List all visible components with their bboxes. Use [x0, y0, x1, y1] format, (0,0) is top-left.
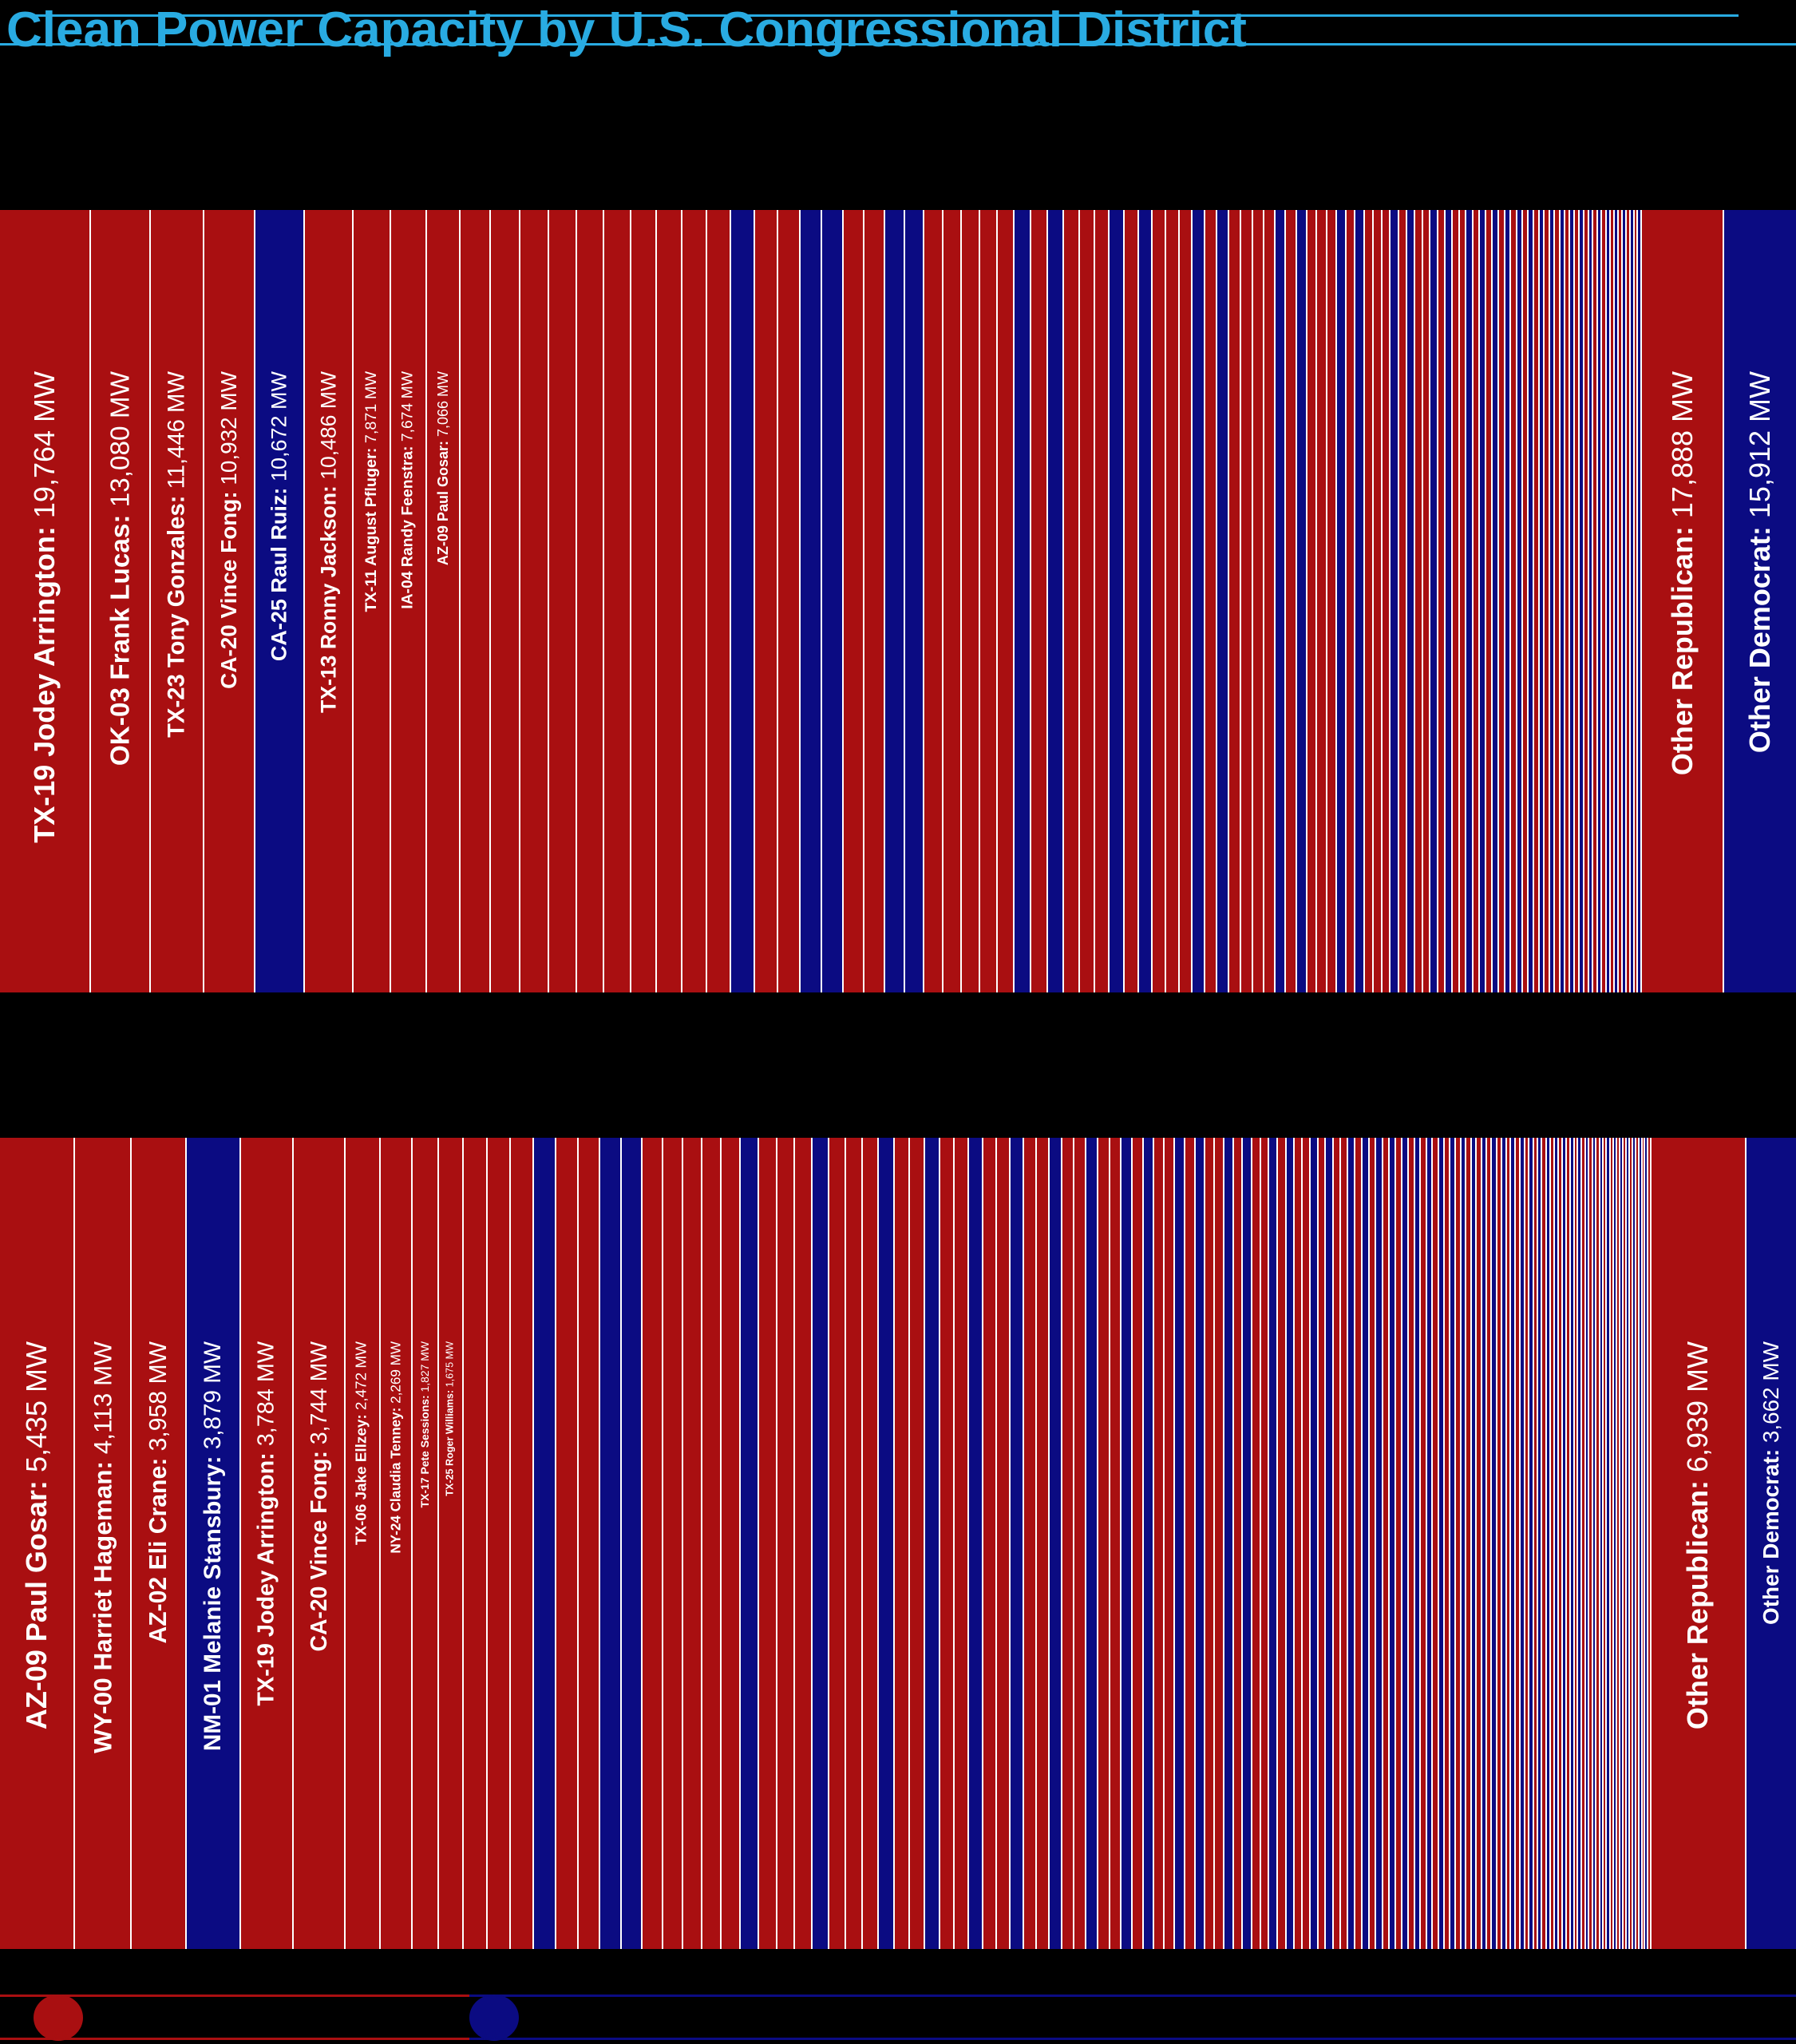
district-bar-labeled[interactable]: [204, 210, 254, 992]
district-bar[interactable]: [1505, 210, 1510, 992]
district-bar-labeled[interactable]: [241, 1138, 292, 1949]
district-bar[interactable]: [1596, 1138, 1598, 1949]
district-bar[interactable]: [1139, 210, 1151, 992]
district-bar[interactable]: [864, 210, 884, 992]
district-bar[interactable]: [1584, 210, 1588, 992]
district-bar[interactable]: [1534, 210, 1538, 992]
district-bar[interactable]: [1261, 1138, 1268, 1949]
district-bar[interactable]: [1482, 1138, 1485, 1949]
district-bar[interactable]: [1430, 210, 1436, 992]
bar-label: CA-20 Vince Fong: 10,932 MW: [216, 371, 242, 689]
district-bar[interactable]: [1243, 1138, 1250, 1949]
district-bar[interactable]: [1276, 210, 1285, 992]
district-bar[interactable]: [604, 210, 629, 992]
district-bar[interactable]: [1287, 1138, 1293, 1949]
district-bar[interactable]: [1122, 1138, 1131, 1949]
district-bar[interactable]: [1600, 1138, 1602, 1949]
district-bar[interactable]: [998, 210, 1014, 992]
bar-label: NY-24 Claudia Tenney: 2,269 MW: [388, 1341, 404, 1554]
district-bar[interactable]: [1205, 210, 1216, 992]
district-bar[interactable]: [1438, 210, 1444, 992]
district-bar[interactable]: [1215, 1138, 1223, 1949]
district-bar[interactable]: [1363, 1138, 1368, 1949]
district-bar[interactable]: [1125, 210, 1137, 992]
district-bar[interactable]: [600, 1138, 620, 1949]
district-bar[interactable]: [1347, 210, 1355, 992]
district-bar[interactable]: [1295, 1138, 1301, 1949]
democrat-district-dot-icon: [469, 1994, 519, 2041]
district-bar[interactable]: [1499, 210, 1504, 992]
district-bar[interactable]: [879, 1138, 893, 1949]
district-bar[interactable]: [520, 210, 548, 992]
district-bar[interactable]: [1110, 1138, 1120, 1949]
district-bar[interactable]: [1578, 1138, 1580, 1949]
district-bar[interactable]: [1456, 1138, 1460, 1949]
district-bar-labeled[interactable]: [132, 1138, 185, 1949]
district-bar[interactable]: [1037, 1138, 1048, 1949]
district-bar[interactable]: [1615, 210, 1617, 992]
district-bar[interactable]: [795, 1138, 811, 1949]
district-bar[interactable]: [1307, 210, 1316, 992]
district-bar[interactable]: [1474, 210, 1478, 992]
district-bar-labeled[interactable]: [75, 1138, 131, 1949]
district-bar[interactable]: [1402, 1138, 1407, 1949]
bar-label: Other Republican: 17,888 MW: [1665, 371, 1699, 776]
bar-label: TX-06 Jake Ellzey: 2,472 MW: [353, 1341, 370, 1546]
district-bar[interactable]: [1580, 210, 1583, 992]
district-bar[interactable]: [1241, 210, 1252, 992]
district-bar[interactable]: [1415, 210, 1422, 992]
district-bar[interactable]: [1024, 1138, 1035, 1949]
district-bar[interactable]: [925, 1138, 939, 1949]
district-bar[interactable]: [663, 1138, 682, 1949]
district-bar[interactable]: [955, 1138, 967, 1949]
district-bar[interactable]: [1511, 1138, 1514, 1949]
district-bar[interactable]: [1614, 1138, 1616, 1949]
district-bar[interactable]: [1631, 210, 1633, 992]
district-bar[interactable]: [1619, 210, 1621, 992]
district-bar[interactable]: [863, 1138, 877, 1949]
district-bar[interactable]: [1086, 1138, 1097, 1949]
district-bar[interactable]: [731, 210, 754, 992]
district-bar[interactable]: [1193, 210, 1204, 992]
bar-label: CA-20 Vince Fong: 3,744 MW: [306, 1341, 332, 1652]
district-bar[interactable]: [1278, 1138, 1285, 1949]
bar-label: TX-23 Tony Gonzales: 11,446 MW: [164, 371, 190, 738]
district-bar[interactable]: [1286, 210, 1295, 992]
district-bar[interactable]: [1185, 1138, 1194, 1949]
district-bar[interactable]: [1550, 210, 1553, 992]
district-bar[interactable]: [579, 1138, 599, 1949]
district-bar[interactable]: [1453, 210, 1458, 992]
district-bar[interactable]: [1031, 210, 1046, 992]
district-bar[interactable]: [905, 210, 923, 992]
district-bar[interactable]: [1297, 210, 1306, 992]
district-bar[interactable]: [741, 1138, 758, 1949]
district-bar[interactable]: [1399, 210, 1406, 992]
district-bar[interactable]: [755, 210, 777, 992]
district-bar[interactable]: [1633, 1138, 1635, 1949]
district-bar[interactable]: [829, 1138, 845, 1949]
district-bar[interactable]: [1423, 210, 1430, 992]
district-bar[interactable]: [1643, 1138, 1644, 1949]
district-bar[interactable]: [1427, 1138, 1431, 1949]
district-bar[interactable]: [1303, 1138, 1309, 1949]
district-bar[interactable]: [1529, 1138, 1532, 1949]
district-bar[interactable]: [1502, 1138, 1505, 1949]
district-bar-labeled[interactable]: [187, 1138, 239, 1949]
district-bar[interactable]: [895, 1138, 908, 1949]
district-bar[interactable]: [683, 1138, 702, 1949]
district-bar[interactable]: [1153, 210, 1165, 992]
district-bar[interactable]: [1407, 210, 1414, 992]
district-bar[interactable]: [1547, 1138, 1549, 1949]
district-bar[interactable]: [1623, 210, 1625, 992]
district-bar[interactable]: [1624, 1138, 1625, 1949]
district-bar[interactable]: [1166, 210, 1178, 992]
district-bar[interactable]: [1062, 1138, 1073, 1949]
district-bar[interactable]: [924, 210, 942, 992]
bar-label: TX-13 Ronny Jackson: 10,486 MW: [316, 371, 341, 713]
district-bar[interactable]: [1486, 210, 1491, 992]
bar-label: NM-01 Melanie Stansbury: 3,879 MW: [200, 1341, 227, 1752]
district-bar[interactable]: [1638, 210, 1640, 992]
district-bar[interactable]: [488, 1138, 509, 1949]
district-bar-labeled[interactable]: [346, 1138, 379, 1949]
district-bar[interactable]: [549, 210, 576, 992]
district-bar[interactable]: [822, 210, 842, 992]
district-bar[interactable]: [1098, 1138, 1109, 1949]
district-bar[interactable]: [1589, 210, 1592, 992]
district-bar[interactable]: [1611, 210, 1613, 992]
district-bar[interactable]: [1507, 1138, 1510, 1949]
district-bar[interactable]: [1229, 210, 1240, 992]
district-bar[interactable]: [1545, 210, 1549, 992]
district-bar[interactable]: [1376, 1138, 1381, 1949]
district-bar[interactable]: [1421, 1138, 1426, 1949]
district-bar[interactable]: [1525, 1138, 1529, 1949]
district-bar[interactable]: [1439, 1138, 1443, 1949]
republican-district-dot-icon: [34, 1994, 83, 2041]
legend-item-republican-district: [0, 1994, 469, 2040]
district-bar[interactable]: [962, 210, 979, 992]
district-bar-labeled[interactable]: [354, 210, 389, 992]
district-bar[interactable]: [643, 1138, 662, 1949]
bar-label: TX-19 Jodey Arrington: 3,784 MW: [253, 1341, 279, 1706]
district-bar[interactable]: [1391, 210, 1397, 992]
bar-label: WY-00 Harriet Hageman: 4,113 MW: [87, 1341, 117, 1753]
district-bar[interactable]: [1492, 1138, 1495, 1949]
district-bar[interactable]: [631, 210, 656, 992]
district-bar[interactable]: [707, 210, 730, 992]
district-bar[interactable]: [1205, 1138, 1213, 1949]
district-bar-labeled[interactable]: [413, 1138, 437, 1949]
bar-label: TX-17 Pete Sessions: 1,827 MW: [417, 1341, 431, 1508]
district-bar[interactable]: [1374, 210, 1381, 992]
district-bar[interactable]: [940, 1138, 953, 1949]
district-bar[interactable]: [943, 210, 960, 992]
district-bar[interactable]: [1224, 1138, 1232, 1949]
bar-label: TX-25 Roger Williams: 1,675 MW: [445, 1341, 457, 1496]
district-bar[interactable]: [1217, 210, 1228, 992]
district-bar[interactable]: [1365, 210, 1372, 992]
district-bar[interactable]: [491, 210, 519, 992]
district-bar[interactable]: [1477, 1138, 1480, 1949]
district-bar[interactable]: [1154, 1138, 1163, 1949]
district-bar[interactable]: [1598, 210, 1600, 992]
district-bar[interactable]: [577, 210, 603, 992]
district-bar[interactable]: [1538, 1138, 1541, 1949]
district-bar[interactable]: [801, 210, 821, 992]
district-bar-labeled[interactable]: [0, 210, 89, 992]
district-bar[interactable]: [1604, 1138, 1605, 1949]
district-bar[interactable]: [657, 210, 681, 992]
district-bar[interactable]: [1095, 210, 1109, 992]
district-bar[interactable]: [1517, 210, 1521, 992]
district-bar-labeled[interactable]: [0, 1138, 73, 1949]
district-bar[interactable]: [534, 1138, 555, 1949]
chart-capacity-bottom: [0, 1138, 1796, 1949]
district-bar[interactable]: [1571, 1138, 1573, 1949]
district-bar[interactable]: [1466, 1138, 1470, 1949]
district-bar[interactable]: [1636, 1138, 1638, 1949]
district-bar[interactable]: [722, 1138, 739, 1949]
district-bar[interactable]: [1630, 1138, 1632, 1949]
district-bar[interactable]: [1570, 210, 1573, 992]
district-bar[interactable]: [1607, 210, 1609, 992]
bar-label: OK-03 Frank Lucas: 13,080 MW: [105, 371, 135, 766]
district-bar[interactable]: [1317, 210, 1325, 992]
district-bar[interactable]: [1648, 1138, 1650, 1949]
bar-label: AZ-09 Paul Gosar: 5,435 MW: [19, 1341, 53, 1730]
district-bar[interactable]: [1593, 1138, 1595, 1949]
district-bar[interactable]: [556, 1138, 577, 1949]
district-bar[interactable]: [1611, 1138, 1612, 1949]
bar-label: Other Democrat: 15,912 MW: [1743, 371, 1777, 754]
district-bar[interactable]: [1133, 1138, 1142, 1949]
district-bar[interactable]: [1582, 1138, 1584, 1949]
district-bar[interactable]: [1326, 1138, 1331, 1949]
district-bar[interactable]: [1589, 1138, 1592, 1949]
district-bar[interactable]: [1196, 1138, 1204, 1949]
district-bar[interactable]: [844, 210, 863, 992]
district-bar[interactable]: [813, 1138, 828, 1949]
district-bar[interactable]: [1645, 1138, 1647, 1949]
district-bar[interactable]: [777, 1138, 793, 1949]
district-bar[interactable]: [1561, 210, 1564, 992]
district-bar[interactable]: [778, 210, 799, 992]
district-bar[interactable]: [1311, 1138, 1317, 1949]
district-bar[interactable]: [1450, 1138, 1454, 1949]
district-bar[interactable]: [885, 210, 904, 992]
district-bar[interactable]: [1015, 210, 1030, 992]
district-bar[interactable]: [1542, 1138, 1545, 1949]
district-bar[interactable]: [1497, 1138, 1501, 1949]
district-bar[interactable]: [1409, 1138, 1414, 1949]
district-bar[interactable]: [1575, 210, 1578, 992]
district-bar[interactable]: [1617, 1138, 1619, 1949]
district-bar[interactable]: [461, 210, 489, 992]
district-bar-labeled[interactable]: [151, 210, 203, 992]
district-bar[interactable]: [1415, 1138, 1420, 1949]
district-bar[interactable]: [1080, 210, 1094, 992]
district-bar[interactable]: [1383, 1138, 1388, 1949]
district-bar-labeled[interactable]: [255, 210, 303, 992]
district-bar-labeled[interactable]: [427, 210, 459, 992]
district-bar-labeled[interactable]: [381, 1138, 411, 1949]
page-header: [0, 0, 1796, 210]
district-bar-labeled[interactable]: [1652, 1138, 1745, 1949]
district-bar[interactable]: [1355, 210, 1363, 992]
district-bar[interactable]: [1563, 1138, 1565, 1949]
district-bar[interactable]: [511, 1138, 532, 1949]
district-bar[interactable]: [1144, 1138, 1153, 1949]
district-bar[interactable]: [464, 1138, 486, 1949]
district-bar-labeled[interactable]: [294, 1138, 344, 1949]
bar-label: TX-19 Jodey Arrington: 19,764 MW: [27, 371, 61, 843]
district-bar[interactable]: [1074, 1138, 1085, 1949]
district-bar[interactable]: [702, 1138, 720, 1949]
district-bar[interactable]: [1640, 1138, 1641, 1949]
district-bar[interactable]: [1011, 1138, 1023, 1949]
district-bar[interactable]: [1446, 210, 1451, 992]
district-bar[interactable]: [1064, 210, 1078, 992]
bar-label: TX-11 August Pfluger: 7,871 MW: [362, 371, 380, 612]
district-bar[interactable]: [1334, 1138, 1339, 1949]
district-bar[interactable]: [1565, 210, 1569, 992]
district-bar[interactable]: [1252, 1138, 1260, 1949]
footer-band: [0, 1949, 1796, 2044]
district-bar[interactable]: [1607, 1138, 1608, 1949]
district-bar[interactable]: [1521, 1138, 1524, 1949]
district-bar[interactable]: [1593, 210, 1596, 992]
district-bar[interactable]: [622, 1138, 641, 1949]
district-bar-labeled[interactable]: [91, 210, 150, 992]
district-bar[interactable]: [1620, 1138, 1622, 1949]
district-bar[interactable]: [1110, 210, 1122, 992]
district-bar[interactable]: [1165, 1138, 1173, 1949]
bar-label: Other Republican: 6,939 MW: [1681, 1341, 1715, 1730]
district-bar[interactable]: [1635, 210, 1637, 992]
district-bar[interactable]: [1327, 210, 1335, 992]
district-bar[interactable]: [1493, 210, 1497, 992]
district-bar[interactable]: [1534, 1138, 1537, 1949]
district-bar[interactable]: [1337, 210, 1345, 992]
district-bar[interactable]: [1050, 1138, 1061, 1949]
district-bar[interactable]: [1466, 210, 1471, 992]
district-bar[interactable]: [1462, 1138, 1466, 1949]
district-bar[interactable]: [1319, 1138, 1325, 1949]
legend: [0, 1994, 1796, 2040]
district-bar[interactable]: [1264, 210, 1274, 992]
district-bar[interactable]: [1567, 1138, 1569, 1949]
chart-capacity-top: [0, 210, 1796, 992]
district-bar[interactable]: [1396, 1138, 1401, 1949]
district-bar[interactable]: [1390, 1138, 1394, 1949]
district-bar[interactable]: [1627, 1138, 1628, 1949]
district-bar[interactable]: [1480, 210, 1485, 992]
district-bar-labeled[interactable]: [1747, 1138, 1796, 1949]
bar-label: AZ-02 Eli Crane: 3,958 MW: [144, 1341, 172, 1644]
district-bar[interactable]: [1627, 210, 1629, 992]
district-bar[interactable]: [759, 1138, 776, 1949]
district-bar-labeled[interactable]: [391, 210, 425, 992]
page-title: Clean Power Capacity by U.S. Congressional District: [6, 2, 1247, 57]
district-bar[interactable]: [1383, 210, 1390, 992]
district-bar[interactable]: [1559, 1138, 1561, 1949]
bar-label: Other Democrat: 3,662 MW: [1758, 1341, 1784, 1625]
district-bar[interactable]: [1445, 1138, 1449, 1949]
district-bar[interactable]: [983, 1138, 995, 1949]
district-bar[interactable]: [1355, 1138, 1361, 1949]
district-bar[interactable]: [1253, 210, 1263, 992]
district-bar[interactable]: [846, 1138, 861, 1949]
bar-label: IA-04 Randy Feenstra: 7,674 MW: [398, 371, 417, 609]
district-bar[interactable]: [969, 1138, 982, 1949]
district-bar-labeled[interactable]: [1642, 210, 1723, 992]
district-bar[interactable]: [1540, 210, 1544, 992]
district-bar[interactable]: [1348, 1138, 1354, 1949]
district-bar[interactable]: [1370, 1138, 1375, 1949]
district-bar[interactable]: [1523, 210, 1527, 992]
district-bar-labeled[interactable]: [1724, 210, 1796, 992]
district-bar[interactable]: [1460, 210, 1466, 992]
mid-spacer-band: [0, 992, 1796, 1138]
bar-label: CA-25 Raul Ruiz: 10,672 MW: [267, 371, 291, 662]
district-bar[interactable]: [1341, 1138, 1347, 1949]
district-bar[interactable]: [682, 210, 706, 992]
district-bar[interactable]: [1048, 210, 1062, 992]
district-bar-labeled[interactable]: [439, 1138, 461, 1949]
district-bar[interactable]: [1180, 210, 1191, 992]
district-bar[interactable]: [1551, 1138, 1553, 1949]
district-bar[interactable]: [1511, 210, 1515, 992]
legend-item-democrat-district: [469, 1994, 1796, 2040]
district-bar[interactable]: [1175, 1138, 1184, 1949]
district-bar[interactable]: [1602, 210, 1604, 992]
district-bar[interactable]: [1516, 1138, 1519, 1949]
district-bar[interactable]: [1555, 210, 1558, 992]
district-bar[interactable]: [1586, 1138, 1588, 1949]
district-bar[interactable]: [1555, 1138, 1557, 1949]
district-bar[interactable]: [980, 210, 996, 992]
district-bar[interactable]: [1575, 1138, 1577, 1949]
district-bar[interactable]: [1234, 1138, 1241, 1949]
district-bar[interactable]: [997, 1138, 1009, 1949]
district-bar[interactable]: [1269, 1138, 1276, 1949]
district-bar-labeled[interactable]: [305, 210, 352, 992]
district-bar[interactable]: [1487, 1138, 1490, 1949]
district-bar[interactable]: [1433, 1138, 1437, 1949]
district-bar[interactable]: [1472, 1138, 1476, 1949]
bar-label: AZ-09 Paul Gosar: 7,066 MW: [435, 371, 452, 566]
district-bar[interactable]: [910, 1138, 924, 1949]
district-bar[interactable]: [1529, 210, 1533, 992]
